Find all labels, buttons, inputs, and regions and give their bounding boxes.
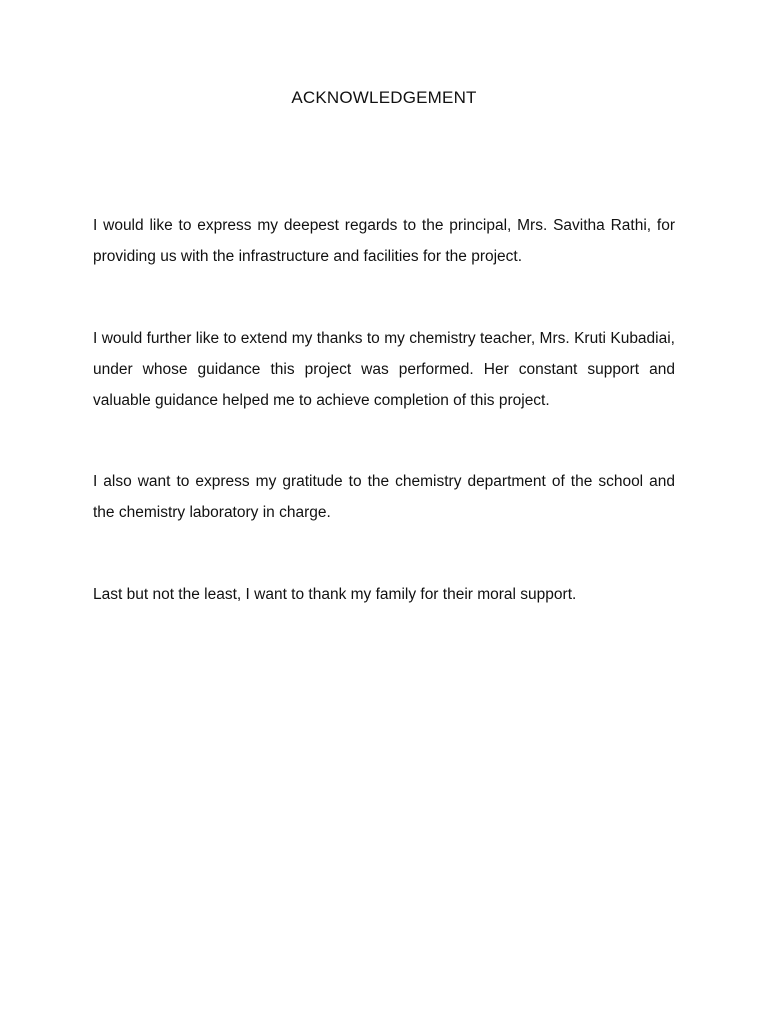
paragraph-teacher: I would further like to extend my thanks to my chemistry teacher, Mrs. Kruti Kubadiai, under whose guidance this project was performed. Her constant support and valuable guidance helped me to achieve completion of this project. <box>93 330 675 409</box>
paragraph-principal: I would like to express my deepest regards to the principal, Mrs. Savitha Rathi, for providing us with the infrastructure and facilities for the project. <box>93 217 675 265</box>
page-title: ACKNOWLEDGEMENT <box>291 88 477 107</box>
paragraph-family: Last but not the least, I want to thank my family for their moral support. <box>93 586 577 603</box>
paragraph-department: I also want to express my gratitude to the chemistry department of the school and the chemistry laboratory in charge. <box>93 473 675 521</box>
